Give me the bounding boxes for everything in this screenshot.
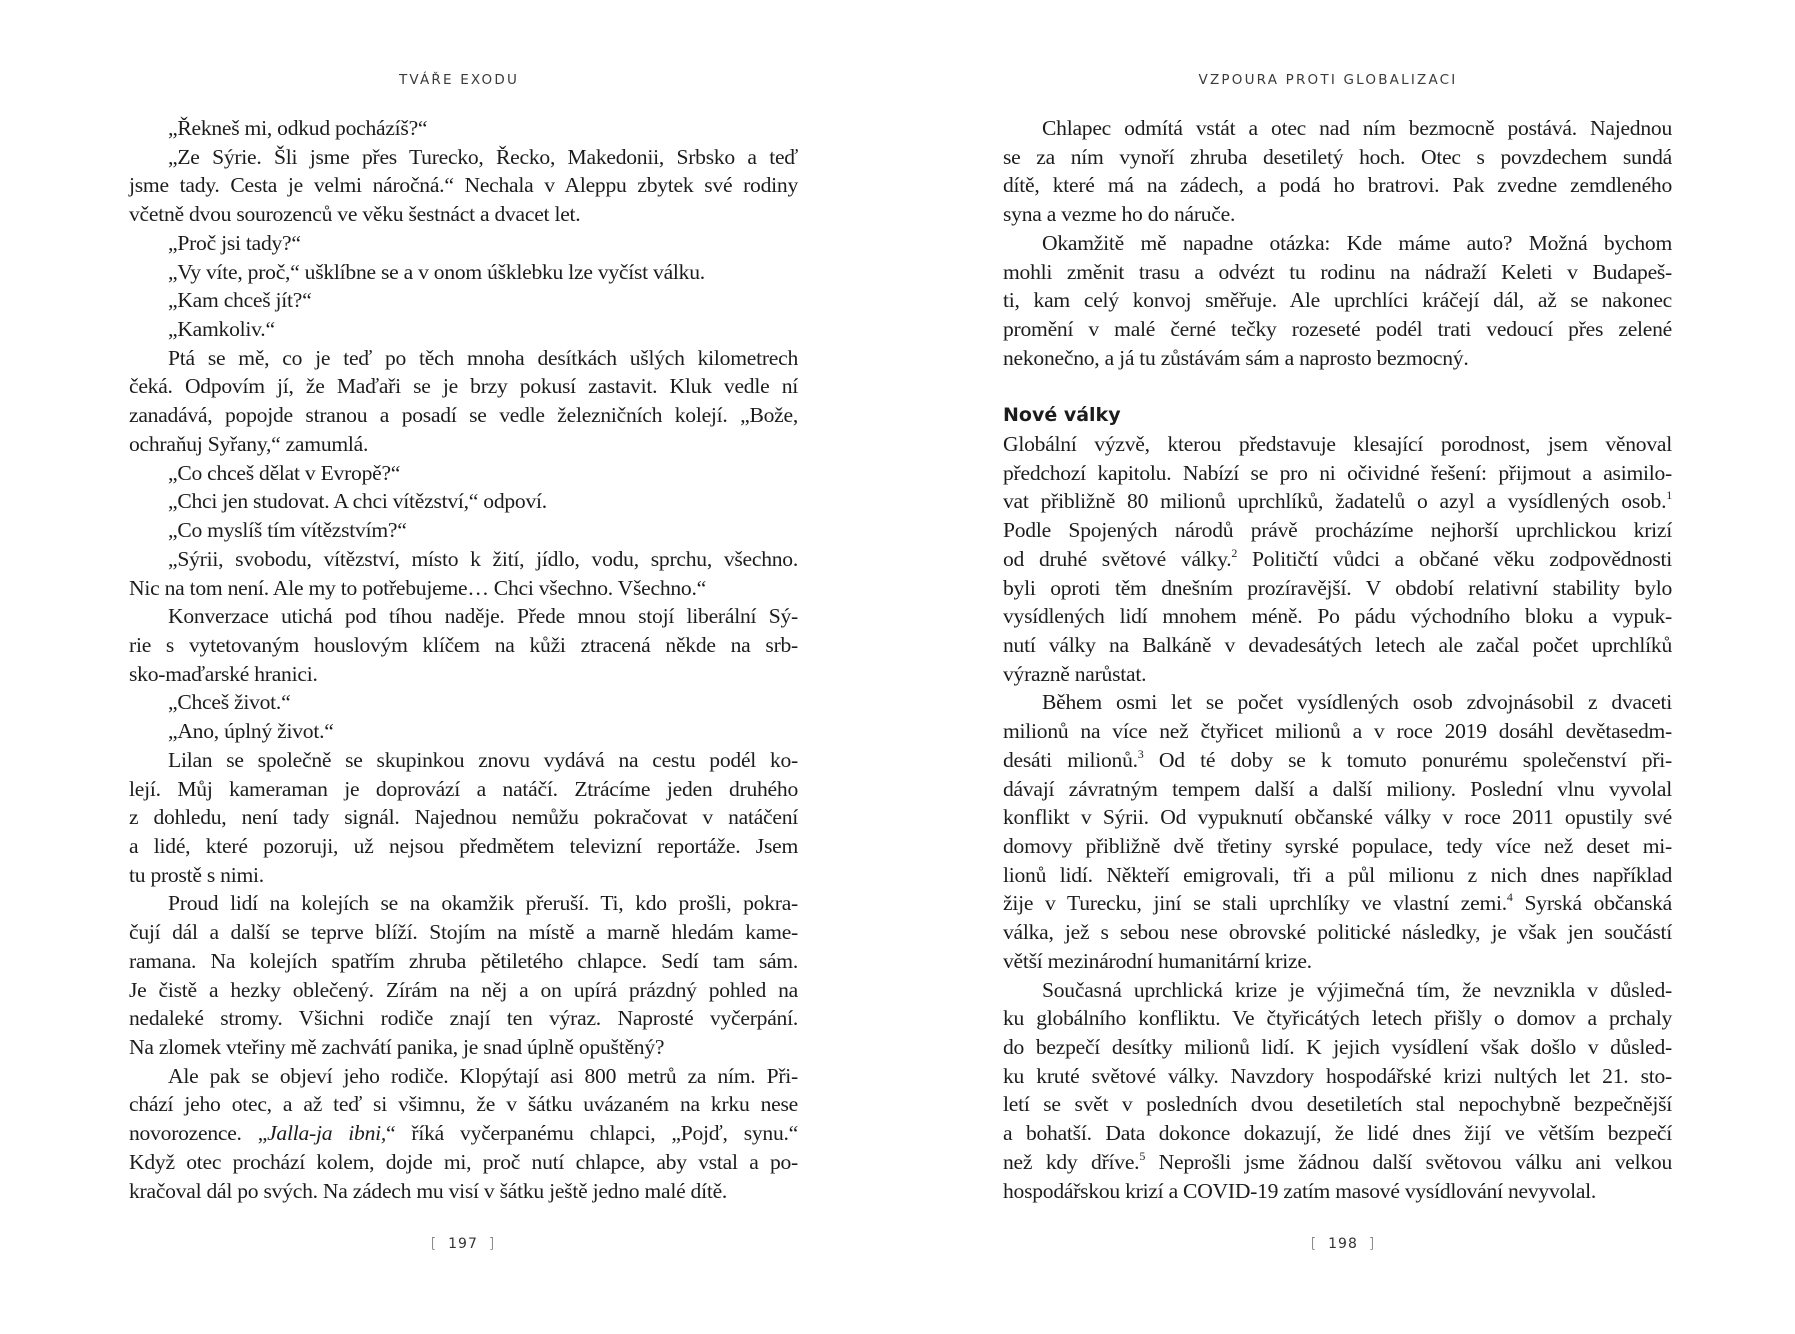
folio-bracket-open: [ <box>1310 1236 1318 1252</box>
text-line <box>129 832 798 861</box>
text-line <box>129 631 798 660</box>
line-text: Syrská občanská <box>1512 891 1672 916</box>
text-line <box>1003 631 1672 660</box>
text-line <box>1003 344 1672 373</box>
line-text: rie s vytetovaným houslovým klíčem na kůži ztracená někde na srb- <box>129 632 798 657</box>
line-text: „Ze Sýrie. Šli jsme přes Turecko, Řecko, Makedonii, Srbsko a teď <box>168 144 798 169</box>
text-line <box>1003 918 1672 947</box>
text-line <box>1003 688 1672 717</box>
text-line <box>1003 602 1672 631</box>
line-text: včetně dvou sourozenců ve věku šestnáct a dvacet let. <box>129 202 581 227</box>
line-text: Od té doby se k tomuto ponurému společenství při- <box>1143 747 1672 772</box>
section-heading <box>1003 401 1672 430</box>
line-text: ku kruté světové války. Navzdory hospodářské krizi nultých let 21. sto- <box>1003 1063 1672 1088</box>
text-line <box>129 602 798 631</box>
line-text: konflikt v Sýrii. Od vypuknutí občanské války v roce 2011 opustily své <box>1003 805 1672 830</box>
text-line <box>129 688 798 717</box>
text-line <box>1003 574 1672 603</box>
text-line <box>129 947 798 976</box>
folio-bracket-open: [ <box>430 1236 438 1252</box>
text-line <box>129 1033 798 1062</box>
line-text: byli oproti těm dnešním prozíravější. V období relativní stability bylo <box>1003 575 1672 600</box>
left-page <box>0 0 897 1334</box>
line-text: dítě, které má na zádech, a podá ho bratrovi. Pak zvedne zemdleného <box>1003 173 1672 198</box>
line-text: větší mezinárodní humanitární krize. <box>1003 948 1312 973</box>
line-text: a lidé, které pozoruji, už nejsou předmětem televizní reportáže. Jsem <box>129 833 798 858</box>
line-text: žije v Turecku, jiní se stali uprchlíky ve vlastní zemi. <box>1003 891 1507 916</box>
page-number-197: 197 <box>448 1236 478 1252</box>
footnote-marker[interactable]: 2 <box>1231 545 1238 560</box>
text-line <box>129 1090 798 1119</box>
text-line <box>129 372 798 401</box>
line-text: tu prostě s nimi. <box>129 862 264 887</box>
folio-bracket-close: ] <box>488 1236 496 1252</box>
text-line <box>129 861 798 890</box>
line-text: Političtí vůdci a občané věku zodpovědnosti <box>1237 546 1672 571</box>
running-head-right: VZPOURA PROTI GLOBALIZACI <box>1198 72 1458 88</box>
line-text: ochraňuj Syřany,“ zamumlá. <box>129 431 369 456</box>
text-line <box>1003 803 1672 832</box>
text-line <box>129 516 798 545</box>
text-line <box>129 286 798 315</box>
text-line <box>1003 717 1672 746</box>
line-text: nekonečno, a já tu zůstávám sám a naprosto bezmocný. <box>1003 345 1469 370</box>
folio-bracket-close: ] <box>1368 1236 1376 1252</box>
text-line <box>1003 1062 1672 1091</box>
line-text: výrazně narůstat. <box>1003 661 1147 686</box>
line-text: kračoval dál po svých. Na zádech mu visí v šátku ještě jedno malé dítě. <box>129 1178 728 1203</box>
text-line <box>129 918 798 947</box>
text-line <box>129 1004 798 1033</box>
right-page-body <box>1003 114 1672 1205</box>
page-number-left <box>363 1236 563 1252</box>
line-text: Na zlomek vteřiny mě zachvátí panika, je snad úplně opuštěný? <box>129 1035 665 1059</box>
line-text: ti, kam celý konvoj směřuje. Ale uprchlíci kráčejí dál, až se nakonec <box>1003 288 1672 313</box>
text-line <box>1003 459 1672 488</box>
text-line <box>129 775 798 804</box>
line-text: a bohatší. Data dokonce dokazují, že lidé dnes žijí ve větším bezpečí <box>1003 1121 1672 1146</box>
text-line <box>1003 1119 1672 1148</box>
text-line <box>129 803 798 832</box>
text-line <box>129 1119 798 1148</box>
text-line <box>129 746 798 775</box>
text-line <box>129 1148 798 1177</box>
line-text: novorozence. „ <box>129 1121 268 1146</box>
running-head-left: TVÁŘE EXODU <box>398 72 520 88</box>
text-line <box>1003 660 1672 689</box>
text-line <box>1003 171 1672 200</box>
line-text: nedaleké stromy. Všichni rodiče znají ten výraz. Naprosté vyčerpání. <box>129 1006 798 1031</box>
text-line <box>129 401 798 430</box>
text-line <box>1003 832 1672 861</box>
line-text: „Co myslíš tím vítězstvím?“ <box>168 518 407 543</box>
line-text: předchozí kapitolu. Nabízí se pro ni očividné řešení: přijmout a asimilo- <box>1003 460 1672 485</box>
text-line <box>1003 315 1672 344</box>
footnote-marker[interactable]: 3 <box>1137 746 1144 761</box>
text-line <box>1003 143 1672 172</box>
text-line <box>1003 286 1672 315</box>
text-line <box>1003 1177 1672 1206</box>
line-text: „Proč jsi tady?“ <box>168 230 301 255</box>
line-text: vat přibližně 80 milionů uprchlíků, žadatelů o azyl a vysídlených osob. <box>1003 489 1667 514</box>
line-text: lejí. Můj kameraman je doprovází a natáčí. Ztrácíme jeden druhého <box>129 776 798 801</box>
line-text: jsme tady. Cesta je velmi náročná.“ Nechala v Aleppu zbytek své rodiny <box>129 173 798 198</box>
line-text: ramana. Na kolejích spatřím zhruba pětiletého chlapce. Sedí tam sám. <box>129 948 798 973</box>
footnote-marker[interactable]: 5 <box>1139 1148 1146 1163</box>
text-line <box>129 171 798 200</box>
line-text: „Kamkoliv.“ <box>168 317 275 342</box>
line-text: milionů na více než čtyřicet milionů a v roce 2019 dosáhl devětasedm- <box>1003 719 1672 744</box>
line-text: čeká. Odpovím jí, že Maďaři se je brzy pokusí zastavit. Kluk vedle ní <box>129 374 798 399</box>
line-text: „Kam chceš jít?“ <box>168 288 312 313</box>
text-line <box>129 114 798 143</box>
text-line <box>129 258 798 287</box>
line-text: Současná uprchlická krize je výjimečná tím, že nevznikla v důsled- <box>1042 977 1672 1002</box>
text-line <box>1003 545 1672 574</box>
line-text: Je čistě a hezky oblečený. Zírám na něj a on upírá prázdný pohled na <box>129 977 798 1002</box>
line-text: letí se svět v posledních dvou desetiletích stal nepochybně bezpečnější <box>1003 1092 1672 1117</box>
text-line <box>129 717 798 746</box>
line-text: Nové války <box>1003 404 1121 427</box>
line-text: hospodářskou krizí a COVID-19 zatím masové vysídlování nevyvolal. <box>1003 1178 1597 1203</box>
text-line <box>129 229 798 258</box>
text-line <box>129 200 798 229</box>
text-line <box>129 1062 798 1091</box>
line-text: než kdy dříve. <box>1003 1149 1140 1174</box>
line-text: “ říká vyčerpanému chlapci, „Pojď, synu.“ <box>386 1121 798 1146</box>
text-line <box>1003 229 1672 258</box>
line-text: Okamžitě mě napadne otázka: Kde máme auto? Možná bychom <box>1042 230 1672 255</box>
line-text: zanadává, popojde stranou a posadí se vedle železničních kolejí. „Bože, <box>129 403 798 428</box>
text-line <box>1003 746 1672 775</box>
line-text: válka, jež s sebou nese obrovské politické následky, je však jen součástí <box>1003 920 1672 945</box>
page-number-198: 198 <box>1328 1236 1358 1252</box>
text-line <box>129 574 798 603</box>
text-line <box>1003 430 1672 459</box>
text-line <box>1003 976 1672 1005</box>
line-text: promění v malé černé tečky rozeseté podél trati vedoucí přes zelené <box>1003 317 1672 342</box>
line-text: „Co chceš dělat v Evropě?“ <box>168 460 401 485</box>
left-page-body <box>129 114 798 1205</box>
blank-line <box>1003 372 1672 401</box>
text-line <box>1003 861 1672 890</box>
line-text: dávají závratným tempem další a další miliony. Poslední vlnu vyvolal <box>1003 776 1672 801</box>
line-text: z dohledu, není tady signál. Najednou nemůžu pokračovat v natáčení <box>129 805 798 830</box>
text-line <box>1003 258 1672 287</box>
text-line <box>129 889 798 918</box>
line-text: „Vy víte, proč,“ ušklíbne se a v onom úšklebku lze vyčíst válku. <box>168 259 705 284</box>
text-line <box>129 143 798 172</box>
line-text: Lilan se společně se skupinkou znovu vydává na cestu podél ko- <box>168 747 798 772</box>
right-page <box>897 0 1795 1334</box>
line-text: chází jeho otec, a až teď si všimnu, že v šátku uvázaném na krku nese <box>129 1092 798 1117</box>
footnote-marker[interactable]: 4 <box>1506 890 1513 905</box>
text-line <box>1003 1004 1672 1033</box>
line-text: Konverzace utichá pod tíhou naděje. Přede mnou stojí liberální Sý- <box>168 604 798 629</box>
text-line <box>129 545 798 574</box>
footnote-marker[interactable]: 1 <box>1666 488 1672 503</box>
line-text: čují dál a další se teprve blíží. Stojím na místě a marně hledám kame- <box>129 920 798 945</box>
line-text: Chlapec odmítá vstát a otec nad ním bezmocně postává. Najednou <box>1042 116 1672 140</box>
line-text: Během osmi let se počet vysídlených osob zdvojnásobil z dvaceti <box>1042 690 1672 715</box>
text-line <box>129 315 798 344</box>
line-text: „Řekneš mi, odkud pocházíš?“ <box>168 116 428 140</box>
text-line <box>129 1177 798 1206</box>
line-text: se za ním vynoří zhruba desetiletý hoch. Otec s povzdechem sundá <box>1003 144 1672 169</box>
text-line <box>1003 487 1672 516</box>
text-line <box>129 344 798 373</box>
line-text: od druhé světové války. <box>1003 546 1232 571</box>
line-text: Podle Spojených národů právě procházíme nejhorší uprchlickou krizí <box>1003 518 1672 543</box>
page-number-right <box>1243 1236 1443 1252</box>
text-line <box>129 487 798 516</box>
line-text: „Ano, úplný život.“ <box>168 719 334 744</box>
text-line <box>129 976 798 1005</box>
line-text: Globální výzvě, kterou představuje klesající porodnost, jsem věnoval <box>1003 431 1672 456</box>
text-line <box>1003 775 1672 804</box>
text-line <box>1003 516 1672 545</box>
line-text: Ptá se mě, co je teď po těch mnoha desítkách ušlých kilometrech <box>168 345 798 370</box>
line-text: sko-maďarské hranici. <box>129 661 318 686</box>
text-line <box>1003 1148 1672 1177</box>
line-text: domovy přibližně dvě třetiny syrské populace, tedy více než deset mi- <box>1003 833 1672 858</box>
line-text: ku globálního konfliktu. Ve čtyřicátých letech přišly o domov a prchaly <box>1003 1006 1672 1031</box>
line-text: nutí války na Balkáně v devadesátých letech ale začal počet uprchlíků <box>1003 632 1672 657</box>
text-line <box>1003 200 1672 229</box>
line-text: Neprošli jsme žádnou další světovou válku ani velkou <box>1145 1149 1673 1174</box>
line-text: „Chci jen studovat. A chci vítězství,“ odpoví. <box>168 489 547 514</box>
text-line <box>1003 1033 1672 1062</box>
line-text: Když otec prochází kolem, dojde mi, proč nutí chlapce, aby vstal a po- <box>129 1149 798 1174</box>
line-text: „Chceš život.“ <box>168 690 291 715</box>
text-line <box>1003 1090 1672 1119</box>
text-line <box>1003 947 1672 976</box>
text-line <box>129 430 798 459</box>
line-text: Ale pak se objeví jeho rodiče. Klopýtají asi 800 metrů za ním. Při- <box>168 1063 798 1088</box>
line-text: vysídlených lidí mnohem méně. Po pádu východního bloku a vypuk- <box>1003 604 1672 629</box>
line-text: Proud lidí na kolejích se na okamžik přeruší. Ti, kdo prošli, pokra- <box>168 891 798 916</box>
text-line <box>1003 114 1672 143</box>
text-line <box>129 660 798 689</box>
line-text: syna a vezme ho do náruče. <box>1003 202 1236 227</box>
line-text: mohli změnit trasu a odvézt tu rodinu na nádraží Keleti v Budapeš- <box>1003 259 1672 284</box>
line-text: do bezpečí desítky milionů lidí. K jejich vysídlení však došlo v důsled- <box>1003 1035 1672 1059</box>
line-text: lionů lidí. Někteří emigrovali, tři a půl milionu z nich dnes například <box>1003 862 1672 887</box>
line-text: desáti milionů. <box>1003 747 1138 772</box>
line-text: Nic na tom není. Ale my to potřebujeme… Chci všechno. Všechno.“ <box>129 575 706 600</box>
italic-phrase: Jalla-ja ibni, <box>267 1121 387 1146</box>
line-text: „Sýrii, svobodu, vítězství, místo k žití, jídlo, vodu, sprchu, všechno. <box>168 546 798 571</box>
text-line <box>1003 889 1672 918</box>
text-line <box>129 459 798 488</box>
